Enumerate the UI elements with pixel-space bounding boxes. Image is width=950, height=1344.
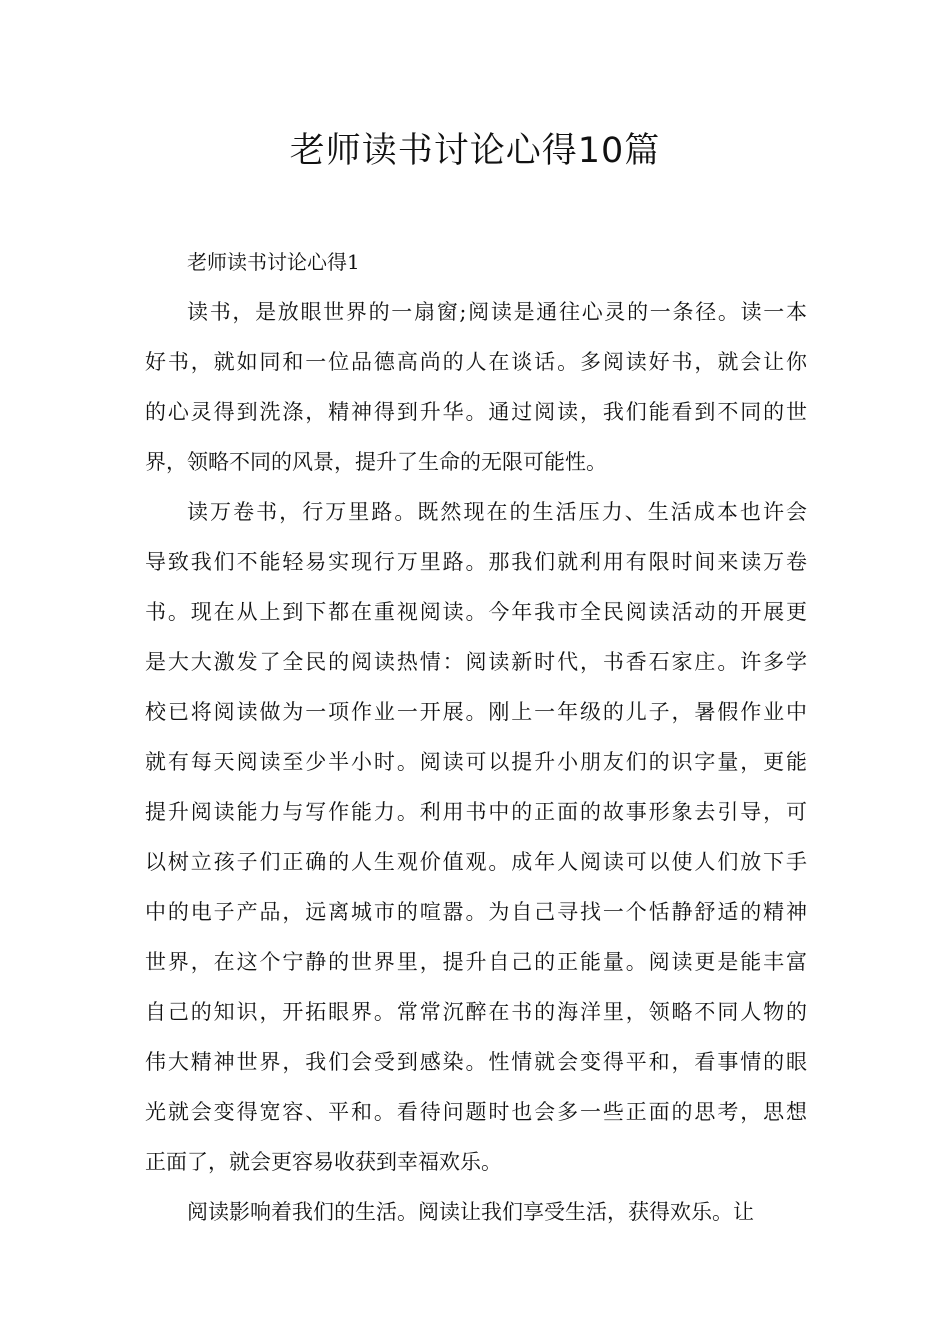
paragraph xyxy=(145,287,807,487)
paragraph-line: 阅读影响着我们的生活。阅读让我们享受生活，获得欢乐。让 xyxy=(187,1200,754,1224)
paragraph xyxy=(145,1187,807,1237)
paragraph-line: 界，领略不同的风景，提升了生命的无限可能性。 xyxy=(145,450,607,474)
document-body xyxy=(145,237,807,1237)
paragraph-line: 提升阅读能力与写作能力。利用书中的正面的故事形象去引导，可 xyxy=(145,800,807,824)
paragraph-list xyxy=(145,287,807,1237)
section-heading: 老师读书讨论心得1 xyxy=(187,250,360,274)
paragraph-line: 导致我们不能轻易实现行万里路。那我们就利用有限时间来读万卷 xyxy=(145,550,807,574)
paragraph-line: 伟大精神世界，我们会受到感染。性情就会变得平和，看事情的眼 xyxy=(145,1050,807,1074)
paragraph-line: 读书，是放眼世界的一扇窗;阅读是通往心灵的一条径。读一本 xyxy=(187,300,807,324)
paragraph-line: 读万卷书，行万里路。既然现在的生活压力、生活成本也许会 xyxy=(187,500,807,524)
paragraph-line: 书。现在从上到下都在重视阅读。今年我市全民阅读活动的开展更 xyxy=(145,600,807,624)
paragraph-line: 以树立孩子们正确的人生观价值观。成年人阅读可以使人们放下手 xyxy=(145,850,807,874)
paragraph-line: 是大大激发了全民的阅读热情：阅读新时代，书香石家庄。许多学 xyxy=(145,650,807,674)
paragraph-line: 光就会变得宽容、平和。看待问题时也会多一些正面的思考，思想 xyxy=(145,1100,807,1124)
paragraph-line: 就有每天阅读至少半小时。阅读可以提升小朋友们的识字量，更能 xyxy=(145,750,807,774)
document-title: 老师读书讨论心得10篇 xyxy=(289,131,661,171)
paragraph-line: 的心灵得到洗涤，精神得到升华。通过阅读，我们能看到不同的世 xyxy=(145,400,807,424)
paragraph-line: 自己的知识，开拓眼界。常常沉醉在书的海洋里，领略不同人物的 xyxy=(145,1000,807,1024)
paragraph xyxy=(145,487,807,1187)
paragraph-line: 正面了，就会更容易收获到幸福欢乐。 xyxy=(145,1150,502,1174)
paragraph-line: 好书，就如同和一位品德高尚的人在谈话。多阅读好书，就会让你 xyxy=(145,350,807,374)
paragraph-line: 世界，在这个宁静的世界里，提升自己的正能量。阅读更是能丰富 xyxy=(145,950,807,974)
paragraph-line: 中的电子产品，远离城市的喧嚣。为自己寻找一个恬静舒适的精神 xyxy=(145,900,807,924)
paragraph-line: 校已将阅读做为一项作业一开展。刚上一年级的儿子，暑假作业中 xyxy=(145,700,807,724)
